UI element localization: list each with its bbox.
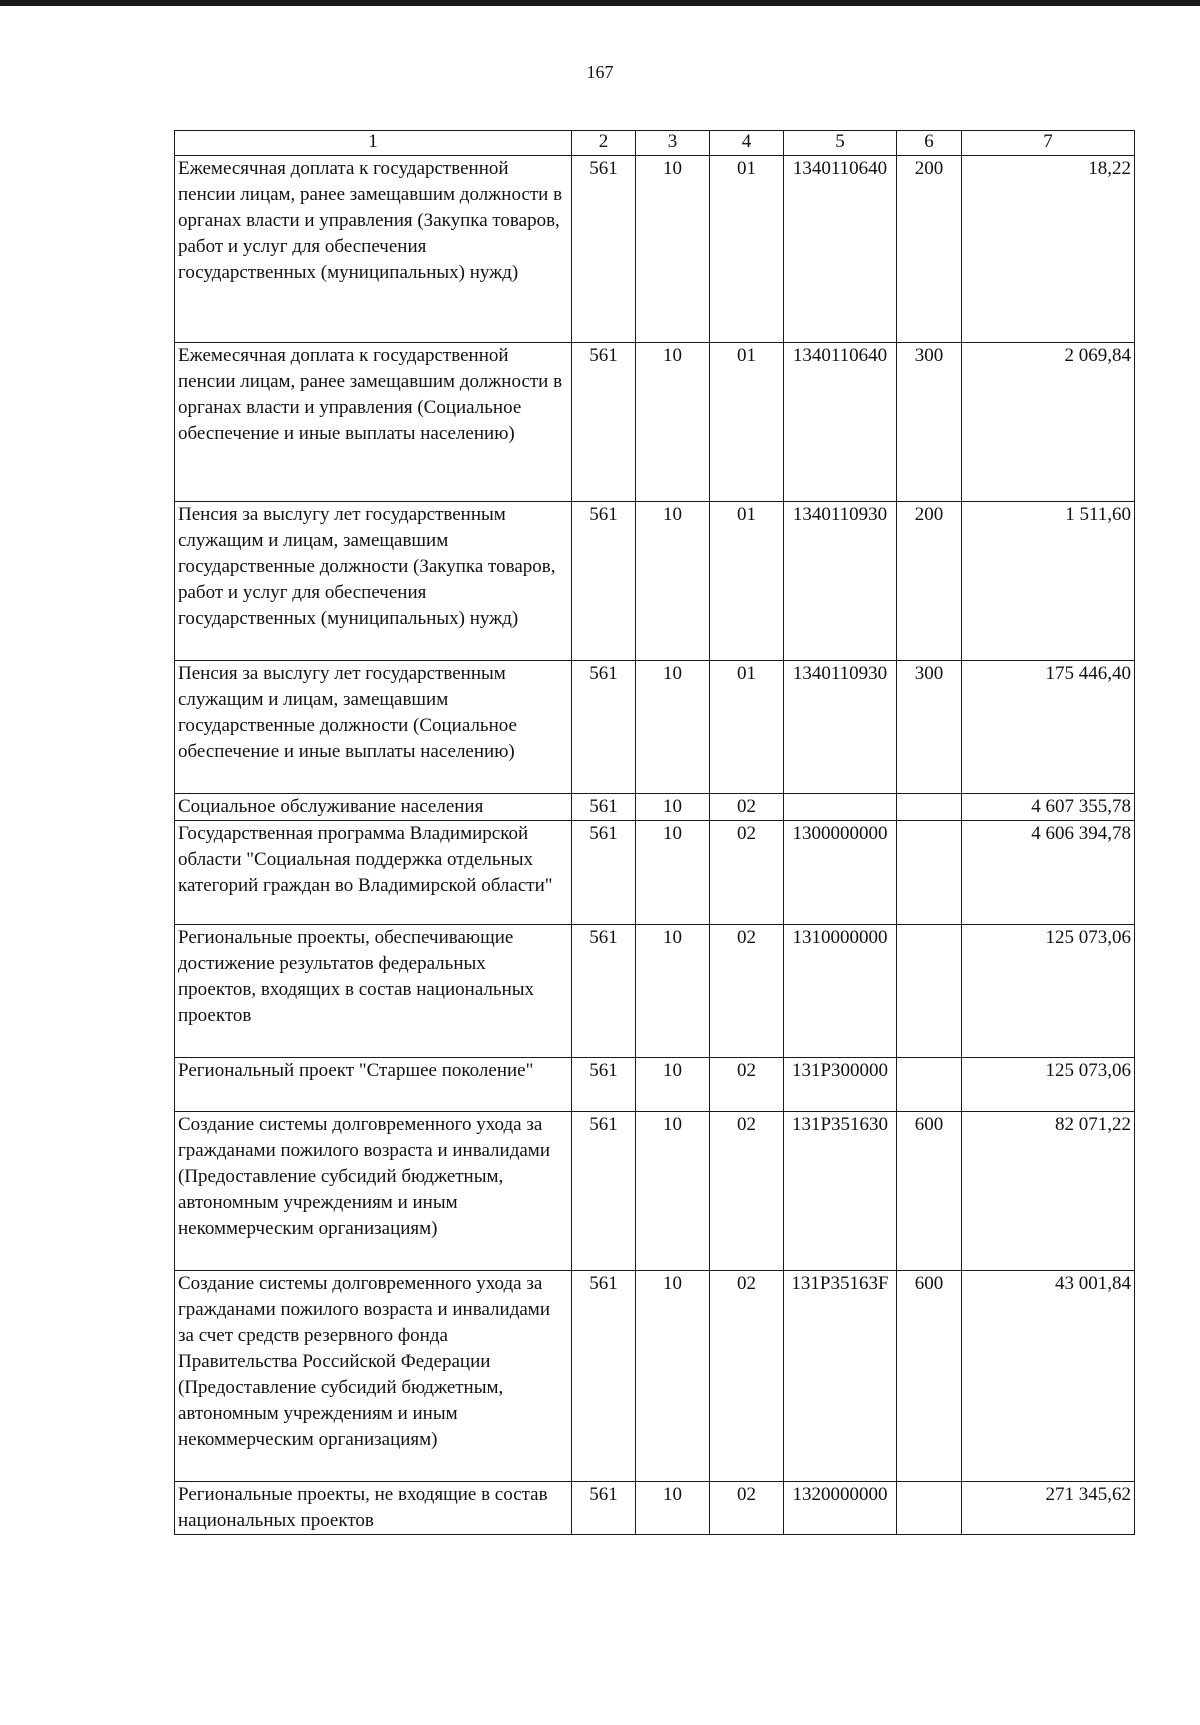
row-amount: 2 069,84 xyxy=(962,343,1135,502)
table-row xyxy=(175,1112,1135,1271)
row-amount: 125 073,06 xyxy=(962,925,1135,1058)
row-cell: 01 xyxy=(710,661,784,794)
row-cell xyxy=(897,925,962,1058)
row-cell: 561 xyxy=(572,925,636,1058)
table-row xyxy=(175,661,1135,794)
row-cell: 10 xyxy=(636,925,710,1058)
row-cell: 1340110640 xyxy=(784,343,897,502)
row-cell: 561 xyxy=(572,794,636,821)
row-name: Пенсия за выслугу лет государственным служащим и лицам, замещавшим государственные должности (Социальное обеспечение и иные выплаты населению) xyxy=(175,661,572,794)
row-cell: 561 xyxy=(572,1058,636,1112)
row-amount: 1 511,60 xyxy=(962,502,1135,661)
header-row xyxy=(175,131,1135,156)
row-cell: 02 xyxy=(710,821,784,925)
row-amount: 43 001,84 xyxy=(962,1271,1135,1482)
table-row xyxy=(175,794,1135,821)
row-name: Региональные проекты, обеспечивающие достижение результатов федеральных проектов, входящих в состав национальных проектов xyxy=(175,925,572,1058)
row-cell: 02 xyxy=(710,1482,784,1535)
page-top-edge xyxy=(0,0,1200,6)
row-cell: 1310000000 xyxy=(784,925,897,1058)
row-name: Создание системы долговременного ухода за гражданами пожилого возраста и инвалидами за счет средств резервного фонда Правительства Российской Федерации (Предоставление субсидий бюджетным, автономным учреждениям и иным некоммерческим организациям) xyxy=(175,1271,572,1482)
row-cell: 561 xyxy=(572,343,636,502)
row-cell: 561 xyxy=(572,502,636,661)
row-cell xyxy=(897,1058,962,1112)
row-cell: 561 xyxy=(572,1482,636,1535)
row-cell: 10 xyxy=(636,343,710,502)
row-cell: 01 xyxy=(710,502,784,661)
row-cell: 01 xyxy=(710,156,784,343)
row-cell xyxy=(897,1482,962,1535)
row-amount: 4 607 355,78 xyxy=(962,794,1135,821)
row-name: Создание системы долговременного ухода за гражданами пожилого возраста и инвалидами (Предоставление субсидий бюджетным, автономным учреждениям и иным некоммерческим организациям) xyxy=(175,1112,572,1271)
column-header: 2 xyxy=(572,131,636,156)
table-row xyxy=(175,925,1135,1058)
row-cell: 10 xyxy=(636,794,710,821)
table-row xyxy=(175,343,1135,502)
row-cell: 10 xyxy=(636,156,710,343)
budget-table xyxy=(174,130,1135,1535)
column-header: 6 xyxy=(897,131,962,156)
row-cell: 02 xyxy=(710,1271,784,1482)
row-cell: 10 xyxy=(636,1058,710,1112)
column-header: 1 xyxy=(175,131,572,156)
row-cell: 200 xyxy=(897,502,962,661)
table-row xyxy=(175,1482,1135,1535)
table-row xyxy=(175,1271,1135,1482)
row-name: Ежемесячная доплата к государственной пенсии лицам, ранее замещавшим должности в органах власти и управления (Закупка товаров, работ и услуг для обеспечения государственных (муниципальных) нужд) xyxy=(175,156,572,343)
row-cell: 200 xyxy=(897,156,962,343)
row-name: Ежемесячная доплата к государственной пенсии лицам, ранее замещавшим должности в органах власти и управления (Социальное обеспечение и иные выплаты населению) xyxy=(175,343,572,502)
row-cell xyxy=(897,821,962,925)
row-cell: 02 xyxy=(710,1112,784,1271)
table-row xyxy=(175,156,1135,343)
row-cell xyxy=(897,794,962,821)
row-name: Пенсия за выслугу лет государственным служащим и лицам, замещавшим государственные должности (Закупка товаров, работ и услуг для обеспечения государственных (муниципальных) нужд) xyxy=(175,502,572,661)
row-cell: 1320000000 xyxy=(784,1482,897,1535)
row-cell: 300 xyxy=(897,661,962,794)
row-cell: 10 xyxy=(636,661,710,794)
row-cell: 600 xyxy=(897,1112,962,1271)
column-header: 3 xyxy=(636,131,710,156)
row-cell: 561 xyxy=(572,661,636,794)
page-number: 167 xyxy=(586,62,614,82)
row-cell: 10 xyxy=(636,502,710,661)
row-name: Социальное обслуживание населения xyxy=(175,794,572,821)
row-cell: 01 xyxy=(710,343,784,502)
column-header: 7 xyxy=(962,131,1135,156)
row-amount: 82 071,22 xyxy=(962,1112,1135,1271)
row-cell: 10 xyxy=(636,821,710,925)
row-cell: 131P300000 xyxy=(784,1058,897,1112)
row-cell: 02 xyxy=(710,925,784,1058)
row-cell: 561 xyxy=(572,821,636,925)
table-row xyxy=(175,502,1135,661)
row-cell: 1300000000 xyxy=(784,821,897,925)
table-row xyxy=(175,821,1135,925)
row-cell: 561 xyxy=(572,1271,636,1482)
row-amount: 125 073,06 xyxy=(962,1058,1135,1112)
row-cell: 10 xyxy=(636,1271,710,1482)
row-amount: 175 446,40 xyxy=(962,661,1135,794)
table-row xyxy=(175,1058,1135,1112)
column-header: 4 xyxy=(710,131,784,156)
row-cell: 300 xyxy=(897,343,962,502)
row-cell: 1340110640 xyxy=(784,156,897,343)
row-cell: 131P35163F xyxy=(784,1271,897,1482)
row-cell xyxy=(784,794,897,821)
row-cell: 131P351630 xyxy=(784,1112,897,1271)
row-name: Региональный проект "Старшее поколение" xyxy=(175,1058,572,1112)
row-amount: 4 606 394,78 xyxy=(962,821,1135,925)
row-cell: 02 xyxy=(710,1058,784,1112)
row-cell: 600 xyxy=(897,1271,962,1482)
row-amount: 18,22 xyxy=(962,156,1135,343)
row-name: Региональные проекты, не входящие в состав национальных проектов xyxy=(175,1482,572,1535)
row-cell: 10 xyxy=(636,1482,710,1535)
row-cell: 10 xyxy=(636,1112,710,1271)
row-cell: 561 xyxy=(572,1112,636,1271)
row-cell: 02 xyxy=(710,794,784,821)
row-amount: 271 345,62 xyxy=(962,1482,1135,1535)
row-name: Государственная программа Владимирской области "Социальная поддержка отдельных категорий граждан во Владимирской области" xyxy=(175,821,572,925)
row-cell: 561 xyxy=(572,156,636,343)
row-cell: 1340110930 xyxy=(784,502,897,661)
column-header: 5 xyxy=(784,131,897,156)
row-cell: 1340110930 xyxy=(784,661,897,794)
